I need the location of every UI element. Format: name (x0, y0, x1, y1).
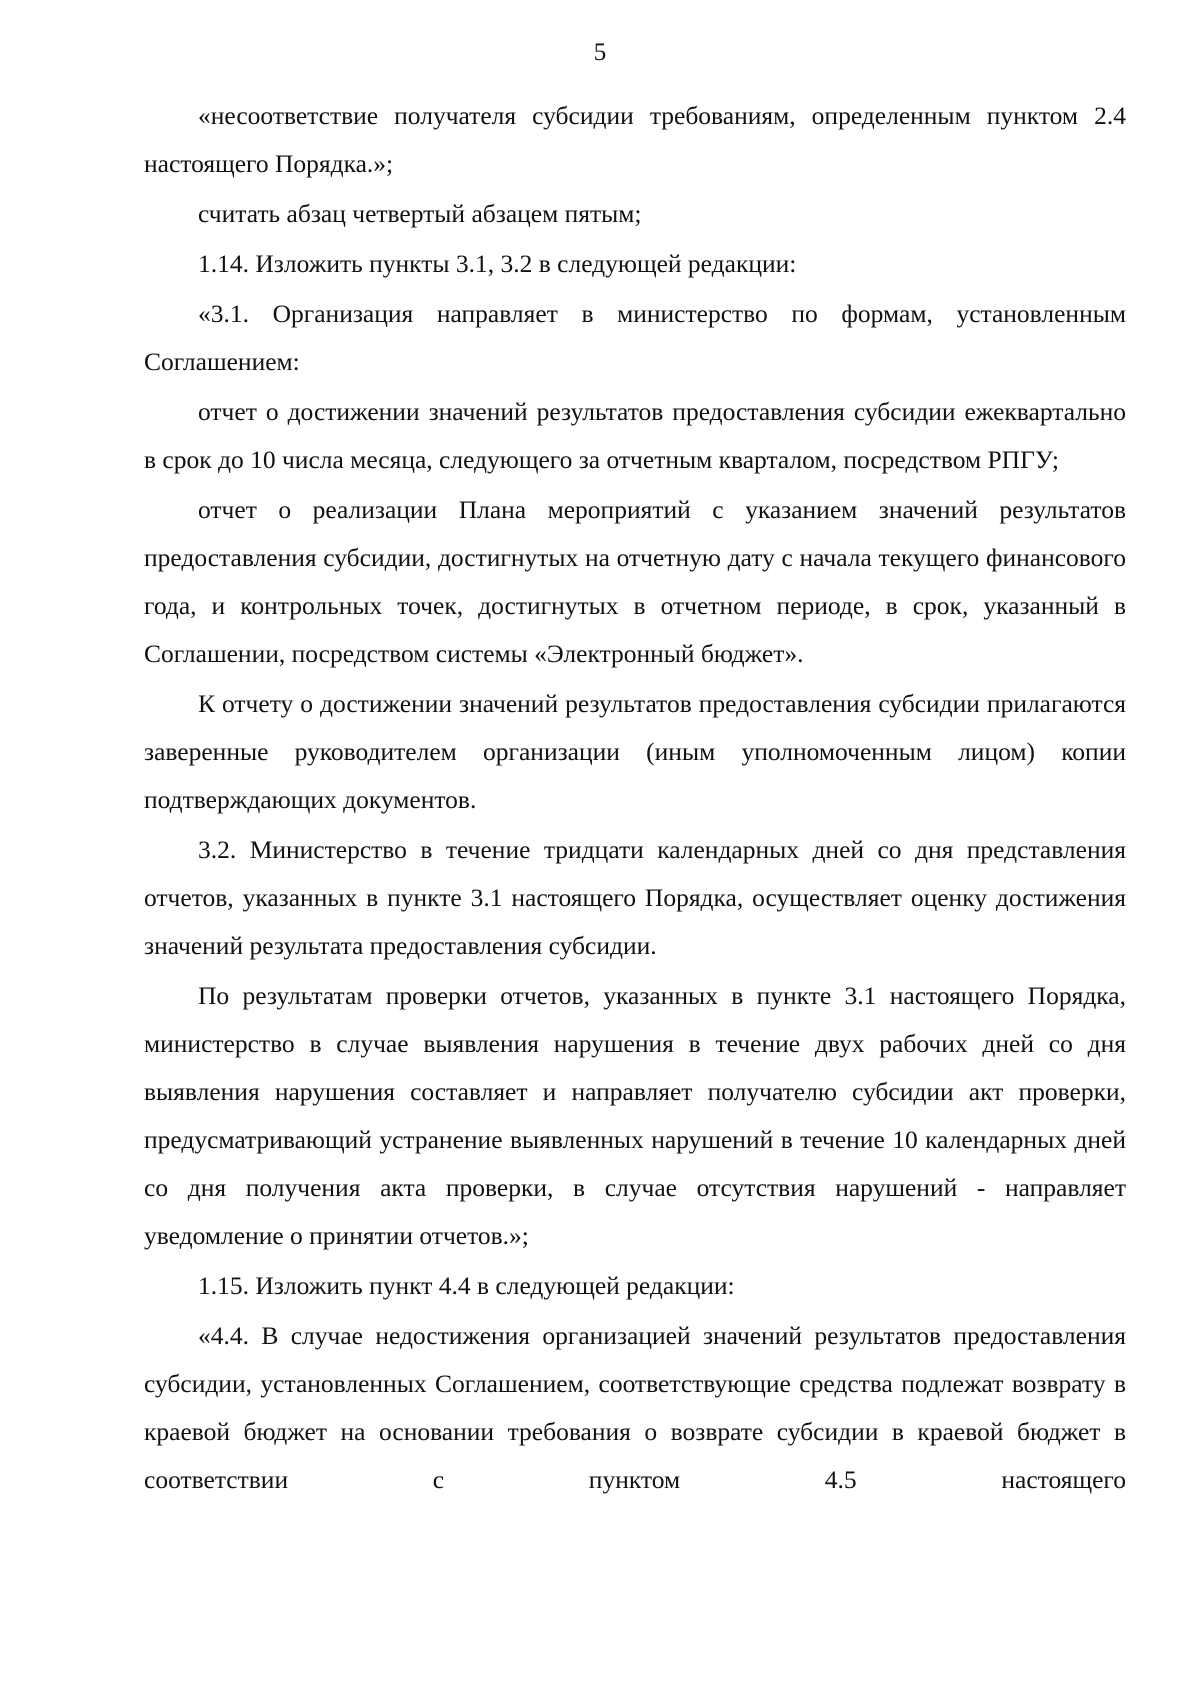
paragraph-4: «3.1. Организация направляет в министерство по формам, установленным Соглашением: (144, 299, 1126, 376)
paragraph-7: К отчету о достижении значений результатов предоставления субсидии прилагаются заверенные руководителем организации (иным уполномоченным лицом) копии подтверждающих документов. (144, 689, 1126, 814)
paragraph-6: отчет о реализации Плана мероприятий с указанием значений результатов предоставления субсидии, достигнутых на отчетную дату с начала текущего финансового года, и контрольных точек, достигнутых в отчетном периоде, в срок, указанный в Соглашении, посредством системы «Электронный бюджет». (144, 495, 1126, 668)
paragraph-8: 3.2. Министерство в течение тридцати календарных дней со дня представления отчетов, указанных в пункте 3.1 настоящего Порядка, осуществляет оценку достижения значений результата предоставления субсидии. (144, 835, 1126, 960)
paragraph-3: 1.14. Изложить пункты 3.1, 3.2 в следующей редакции: (198, 249, 797, 278)
paragraph-2: считать абзац четвертый абзацем пятым; (198, 199, 642, 228)
paragraph-1: «несоответствие получателя субсидии требованиям, определенным пунктом 2.4 настоящего Порядка.»; (144, 101, 1126, 178)
paragraph-10: 1.15. Изложить пункт 4.4 в следующей редакции: (198, 1271, 735, 1300)
page-number: 5 (593, 39, 607, 66)
paragraph-11: «4.4. В случае недостижения организацией значений результатов предоставления субсидии, установленных Соглашением, соответствующие средства подлежат возврату в краевой бюджет на основании требования о возврате субсидии в краевой бюджет в соответствии с пунктом 4.5 настоящего (144, 1321, 1126, 1494)
paragraph-9: По результатам проверки отчетов, указанных в пункте 3.1 настоящего Порядка, министерство в случае выявления нарушения в течение двух рабочих дней со дня выявления нарушения составляет и направляет получателю субсидии акт проверки, предусматривающий устранение выявленных нарушений в течение 10 календарных дней со дня получения акта проверки, в случае отсутствия нарушений - направляет уведомление о принятии отчетов.»; (144, 981, 1126, 1250)
document-body (144, 92, 1126, 1504)
paragraph-5: отчет о достижении значений результатов предоставления субсидии ежеквартально в срок до 10 числа месяца, следующего за отчетным кварталом, посредством РПГУ; (144, 397, 1126, 474)
